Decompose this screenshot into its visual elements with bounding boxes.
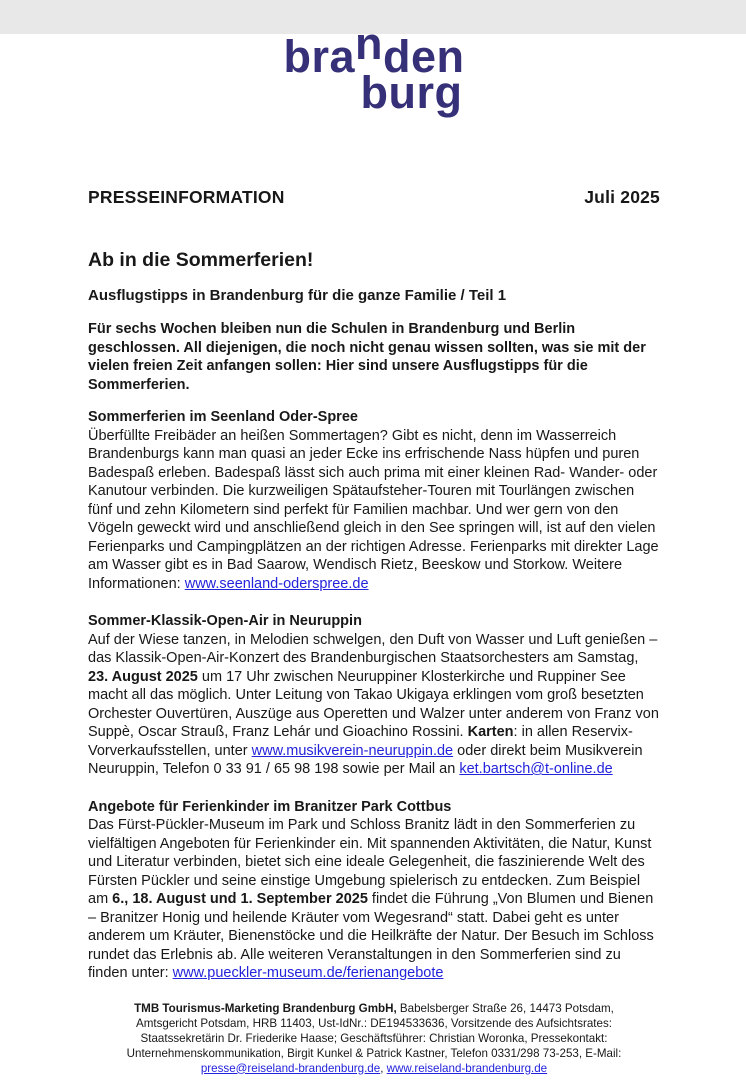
bold-text-run: Karten — [467, 724, 514, 740]
section-body — [88, 631, 660, 779]
logo-line-2: burg — [360, 67, 463, 118]
text-run: Überfüllte Freibäder an heißen Sommertagen? Gibt es nicht, denn im Wasserreich Brandenburgs kann man quasi an jeder Ecke ins erfrischende Nass hüpfen und puren Badespaß erleben. Badespaß lässt sich auch prima mit einer kleinen Rad- Wander- oder Kanutour verbinden. Die kurzweiligen Spätaufsteher-Touren mit Tourlängen zwischen fünf und zehn Kilometern sind perfekt für Familien machbar. Und wer gern von den Vögeln geweckt wird und anschließend gleich in den See springen will, ist auf den vielen Ferienparks und Campingplätzen an der richtigen Adresse. Ferienparks mit direkter Lage am Wasser gibt es in Bad Saarow, Wendisch Rietz, Beeskow und Storkow. Weitere Informationen: — [88, 427, 659, 592]
hyperlink[interactable]: www.pueckler-museum.de/ferienangebote — [172, 965, 444, 981]
text-run: Das Fürst-Pückler-Museum im Park und Schloss Branitz lädt in den Sommerferien zu vielfältigen Angeboten für Ferienkinder ein. Mit spannenden Aktivitäten, die Natur, Kunst und Literatur verbinden, bietet sich eine ideale Gelegenheit, die faszinierende Welt des Fürsten Pückler und seine einstige Umgebung spielerisch zu entdecken. Zum Beispiel am — [88, 817, 652, 907]
doc-type-label: PRESSEINFORMATION — [88, 187, 285, 207]
text-run: , — [380, 1061, 387, 1075]
press-release-page — [0, 18, 746, 1090]
section-seenland-oder-spree — [88, 408, 660, 593]
page-content — [0, 18, 746, 1076]
bold-text-run: TMB Tourismus-Marketing Brandenburg GmbH, — [134, 1001, 397, 1015]
text-run: Auf der Wiese tanzen, in Melodien schwelgen, den Duft von Wasser und Luft genießen – das Klassik-Open-Air-Konzert des Brandenburgischen Staatsorchesters am Samstag, — [88, 631, 658, 666]
doc-date: Juli 2025 — [584, 187, 660, 207]
section-body — [88, 816, 660, 983]
imprint-text — [110, 1001, 638, 1076]
page-subtitle: Ausflugstipps in Brandenburg für die ganze Familie / Teil 1 — [88, 287, 507, 304]
document-header-row — [88, 187, 660, 208]
hyperlink[interactable]: www.musikverein-neuruppin.de — [251, 742, 454, 759]
section-heading: Sommer-Klassik-Open-Air in Neuruppin — [88, 613, 362, 629]
hyperlink[interactable]: www.reiseland-brandenburg.de — [386, 1061, 548, 1075]
logo-text-den: den — [383, 31, 465, 82]
hyperlink[interactable]: ket.bartsch@t-online.de — [459, 761, 613, 777]
imprint-footer — [88, 1001, 660, 1076]
hyperlink[interactable]: www.seenland-oderspree.de — [184, 575, 369, 592]
intro-paragraph: Für sechs Wochen bleiben nun die Schulen in Brandenburg und Berlin geschlossen. All diejenigen, die noch nicht genau wissen sollten, was sie mit der vielen freien Zeit anfangen sollen: Hier sind unsere Ausflugstipps für die Sommerferien. — [88, 321, 646, 393]
page-title: Ab in die Sommerferien! — [88, 249, 314, 271]
bold-text-run: 23. August 2025 — [88, 668, 198, 685]
logo-raised-n: n — [355, 18, 383, 69]
text-run: : in allen Reservix-Vorverkaufsstellen, unter — [88, 724, 633, 759]
section-klassik-open-air-neuruppin — [88, 612, 660, 779]
text-run: findet die Führung „Von Blumen und Bienen – Branitzer Honig und heilende Kräuter vom Wegesrand“ statt. Dabei geht es unter anderem um Kräuter, Bienenstöcke und die Heilkräfte der Natur. Der Besuch im Schloss rundet das Erlebnis ab. Alle weiteren Veranstaltungen in den Sommerferien sind zu finden unter: — [88, 891, 654, 981]
section-branitzer-park-cottbus — [88, 798, 660, 983]
text-run: um 17 Uhr zwischen Neuruppiner Klosterkirche und Ruppiner See macht all das möglich. Unter Leitung von Takao Ukigaya erklingen vom groß besetzten Orchester Ouvertüren, Auszüge aus Operetten und Walzer unter anderem von Franz von Suppè, Oscar Strauß, Franz Lehár und Gioachino Rossini. — [88, 668, 659, 740]
section-body — [88, 427, 660, 594]
text-run: oder direkt beim Musikverein Neuruppin, Telefon 0 33 91 / 65 98 198 sowie per Mail an — [88, 742, 643, 777]
bold-text-run: 6., 18. August und 1. September 2025 — [112, 891, 368, 907]
section-heading: Angebote für Ferienkinder im Branitzer Park Cottbus — [88, 798, 452, 815]
brandenburg-logo — [283, 18, 465, 118]
text-run: Babelsberger Straße 26, 14473 Potsdam, Amtsgericht Potsdam, HRB 11403, Ust-IdNr.: DE194533636, Vorsitzende des Aufsichtsrates: Staatssekretärin Dr. Friederike Haase; Geschäftsführer: Christian Woronka, Pressekontakt: Unternehmenskommunikation, Birgit Kunkel & Patrick Kastner, Telefon 0331/298 73-253, E-Mail: — [126, 1001, 622, 1060]
logo-text-bra: bra — [283, 31, 355, 82]
hyperlink[interactable]: presse@reiseland-brandenburg.de — [200, 1061, 381, 1075]
section-heading: Sommerferien im Seenland Oder-Spree — [88, 409, 358, 425]
